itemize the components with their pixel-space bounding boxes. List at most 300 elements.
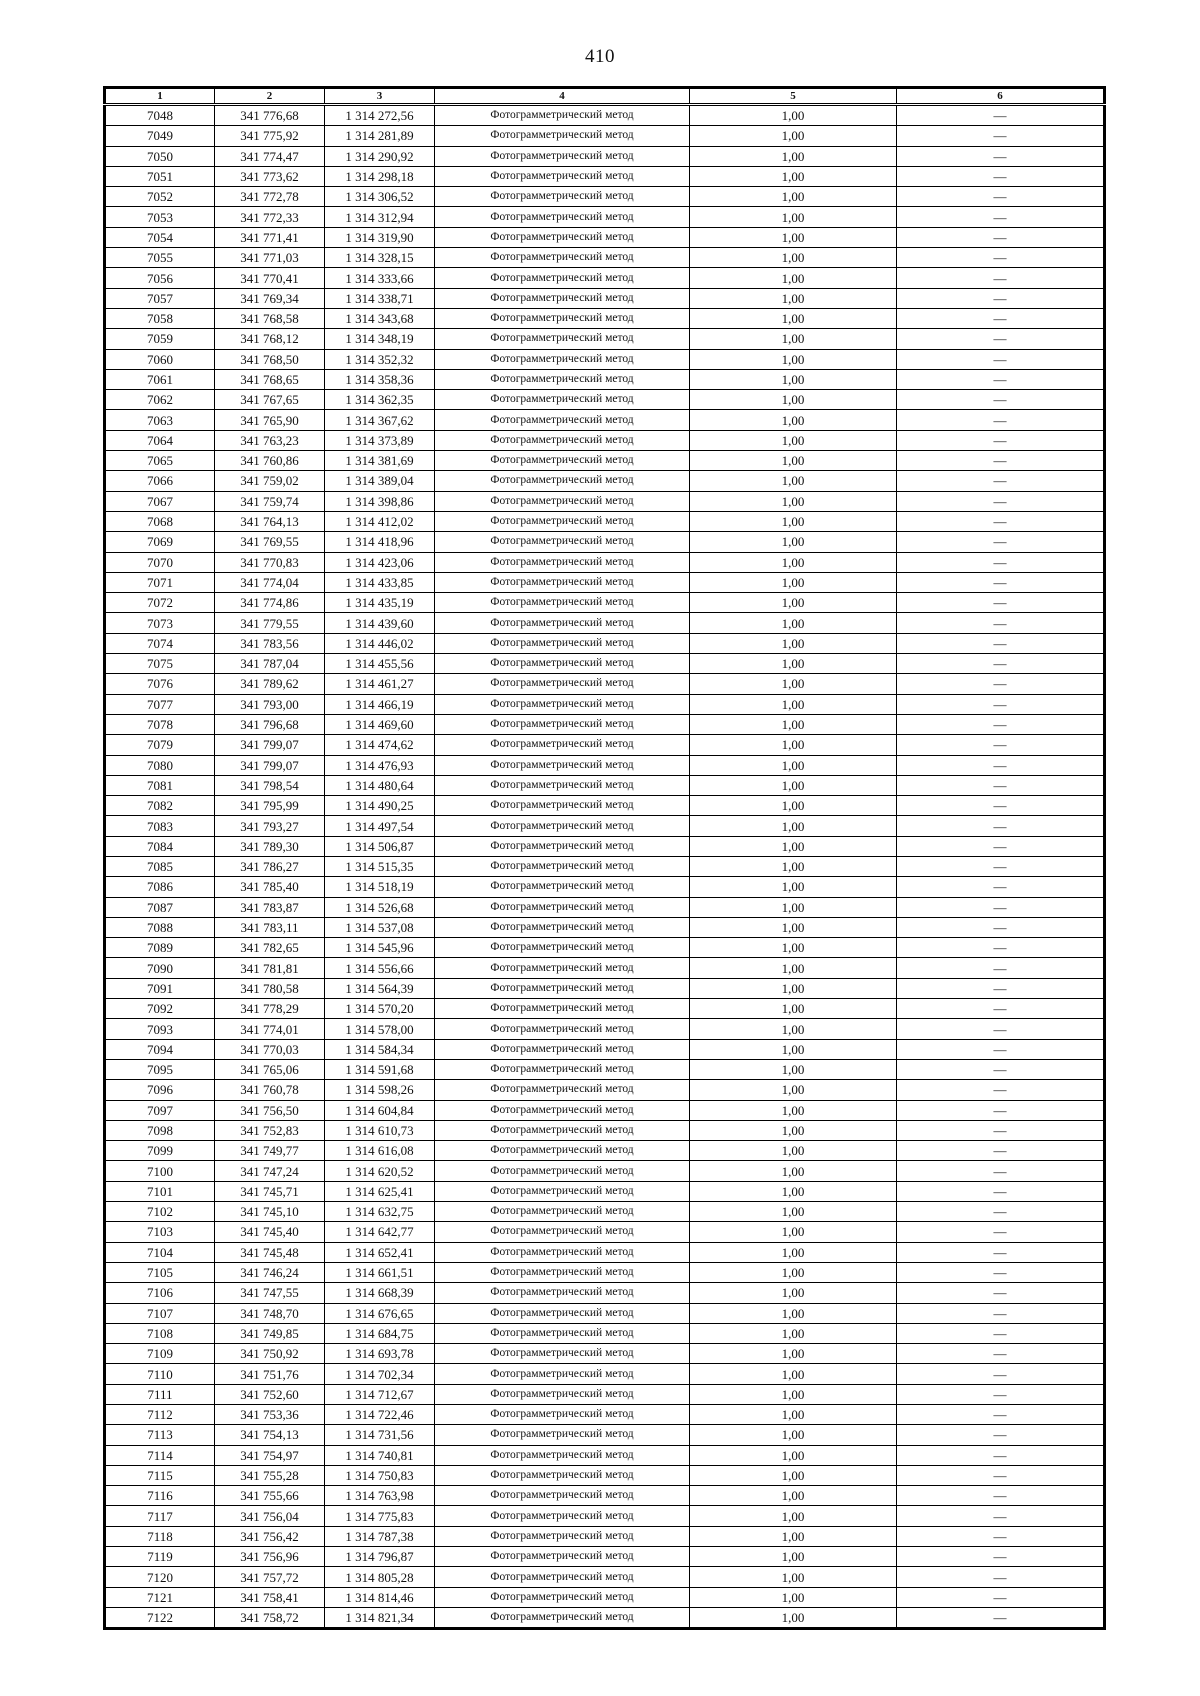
- table-row: [105, 735, 1105, 755]
- y-coordinate-cell: 1 314 433,85: [325, 572, 435, 592]
- x-coordinate-cell: 341 746,24: [215, 1262, 325, 1282]
- note-cell: —: [897, 1607, 1105, 1628]
- point-number-cell: 7112: [105, 1405, 215, 1425]
- y-coordinate-cell: 1 314 676,65: [325, 1303, 435, 1323]
- y-coordinate-cell: 1 314 439,60: [325, 613, 435, 633]
- x-coordinate-cell: 341 781,81: [215, 958, 325, 978]
- x-coordinate-cell: 341 768,58: [215, 308, 325, 328]
- method-cell: Фотограмметрический метод: [435, 1059, 690, 1079]
- table-row: [105, 1364, 1105, 1384]
- y-coordinate-cell: 1 314 412,02: [325, 511, 435, 531]
- x-coordinate-cell: 341 755,28: [215, 1465, 325, 1485]
- point-number-cell: 7055: [105, 248, 215, 268]
- point-number-cell: 7109: [105, 1344, 215, 1364]
- table-row: [105, 146, 1105, 166]
- point-number-cell: 7054: [105, 227, 215, 247]
- table-row: [105, 856, 1105, 876]
- table-row: [105, 288, 1105, 308]
- y-coordinate-cell: 1 314 367,62: [325, 410, 435, 430]
- note-cell: —: [897, 938, 1105, 958]
- note-cell: —: [897, 1323, 1105, 1343]
- y-coordinate-cell: 1 314 632,75: [325, 1202, 435, 1222]
- accuracy-cell: 1,00: [690, 1039, 897, 1059]
- x-coordinate-cell: 341 745,10: [215, 1202, 325, 1222]
- accuracy-cell: 1,00: [690, 735, 897, 755]
- accuracy-cell: 1,00: [690, 1100, 897, 1120]
- x-coordinate-cell: 341 752,60: [215, 1384, 325, 1404]
- note-cell: —: [897, 410, 1105, 430]
- point-number-cell: 7075: [105, 654, 215, 674]
- table-row: [105, 796, 1105, 816]
- x-coordinate-cell: 341 793,27: [215, 816, 325, 836]
- table-row: [105, 1222, 1105, 1242]
- method-cell: Фотограмметрический метод: [435, 1181, 690, 1201]
- point-number-cell: 7065: [105, 451, 215, 471]
- note-cell: —: [897, 329, 1105, 349]
- accuracy-cell: 1,00: [690, 1465, 897, 1485]
- x-coordinate-cell: 341 786,27: [215, 856, 325, 876]
- x-coordinate-cell: 341 760,78: [215, 1080, 325, 1100]
- note-cell: —: [897, 978, 1105, 998]
- accuracy-cell: 1,00: [690, 755, 897, 775]
- x-coordinate-cell: 341 759,02: [215, 471, 325, 491]
- point-number-cell: 7097: [105, 1100, 215, 1120]
- accuracy-cell: 1,00: [690, 1262, 897, 1282]
- table-row: [105, 126, 1105, 146]
- method-cell: Фотограмметрический метод: [435, 775, 690, 795]
- table-row: [105, 1059, 1105, 1079]
- method-cell: Фотограмметрический метод: [435, 471, 690, 491]
- accuracy-cell: 1,00: [690, 187, 897, 207]
- note-cell: —: [897, 633, 1105, 653]
- y-coordinate-cell: 1 314 381,69: [325, 451, 435, 471]
- table-row: [105, 633, 1105, 653]
- table-row: [105, 1120, 1105, 1140]
- accuracy-cell: 1,00: [690, 897, 897, 917]
- table-row: [105, 552, 1105, 572]
- accuracy-cell: 1,00: [690, 1425, 897, 1445]
- method-cell: Фотограмметрический метод: [435, 227, 690, 247]
- method-cell: Фотограмметрический метод: [435, 735, 690, 755]
- table-row: [105, 1506, 1105, 1526]
- note-cell: —: [897, 1283, 1105, 1303]
- y-coordinate-cell: 1 314 362,35: [325, 390, 435, 410]
- note-cell: —: [897, 511, 1105, 531]
- table-row: [105, 1181, 1105, 1201]
- y-coordinate-cell: 1 314 620,52: [325, 1161, 435, 1181]
- point-number-cell: 7058: [105, 308, 215, 328]
- table-row: [105, 1486, 1105, 1506]
- method-cell: Фотограмметрический метод: [435, 1080, 690, 1100]
- method-cell: Фотограмметрический метод: [435, 877, 690, 897]
- accuracy-cell: 1,00: [690, 613, 897, 633]
- note-cell: —: [897, 877, 1105, 897]
- table-row: [105, 1587, 1105, 1607]
- note-cell: —: [897, 1526, 1105, 1546]
- x-coordinate-cell: 341 799,07: [215, 755, 325, 775]
- accuracy-cell: 1,00: [690, 268, 897, 288]
- y-coordinate-cell: 1 314 490,25: [325, 796, 435, 816]
- accuracy-cell: 1,00: [690, 1364, 897, 1384]
- table-row: [105, 1262, 1105, 1282]
- y-coordinate-cell: 1 314 625,41: [325, 1181, 435, 1201]
- x-coordinate-cell: 341 778,29: [215, 999, 325, 1019]
- x-coordinate-cell: 341 751,76: [215, 1364, 325, 1384]
- point-number-cell: 7110: [105, 1364, 215, 1384]
- y-coordinate-cell: 1 314 272,56: [325, 105, 435, 126]
- y-coordinate-cell: 1 314 556,66: [325, 958, 435, 978]
- point-number-cell: 7085: [105, 856, 215, 876]
- y-coordinate-cell: 1 314 373,89: [325, 430, 435, 450]
- note-cell: —: [897, 1506, 1105, 1526]
- y-coordinate-cell: 1 314 497,54: [325, 816, 435, 836]
- accuracy-cell: 1,00: [690, 856, 897, 876]
- accuracy-cell: 1,00: [690, 105, 897, 126]
- point-number-cell: 7101: [105, 1181, 215, 1201]
- accuracy-cell: 1,00: [690, 633, 897, 653]
- y-coordinate-cell: 1 314 343,68: [325, 308, 435, 328]
- accuracy-cell: 1,00: [690, 207, 897, 227]
- x-coordinate-cell: 341 768,12: [215, 329, 325, 349]
- note-cell: —: [897, 796, 1105, 816]
- note-cell: —: [897, 1587, 1105, 1607]
- point-number-cell: 7087: [105, 897, 215, 917]
- method-cell: Фотограмметрический метод: [435, 1039, 690, 1059]
- y-coordinate-cell: 1 314 319,90: [325, 227, 435, 247]
- accuracy-cell: 1,00: [690, 1526, 897, 1546]
- table-row: [105, 978, 1105, 998]
- point-number-cell: 7072: [105, 593, 215, 613]
- y-coordinate-cell: 1 314 306,52: [325, 187, 435, 207]
- accuracy-cell: 1,00: [690, 532, 897, 552]
- note-cell: —: [897, 674, 1105, 694]
- x-coordinate-cell: 341 758,72: [215, 1607, 325, 1628]
- point-number-cell: 7057: [105, 288, 215, 308]
- note-cell: —: [897, 126, 1105, 146]
- x-coordinate-cell: 341 765,06: [215, 1059, 325, 1079]
- note-cell: —: [897, 856, 1105, 876]
- note-cell: —: [897, 755, 1105, 775]
- point-number-cell: 7077: [105, 694, 215, 714]
- table-row: [105, 1202, 1105, 1222]
- accuracy-cell: 1,00: [690, 552, 897, 572]
- column-header-5: 5: [690, 88, 897, 105]
- y-coordinate-cell: 1 314 652,41: [325, 1242, 435, 1262]
- accuracy-cell: 1,00: [690, 1059, 897, 1079]
- note-cell: —: [897, 552, 1105, 572]
- accuracy-cell: 1,00: [690, 126, 897, 146]
- y-coordinate-cell: 1 314 693,78: [325, 1344, 435, 1364]
- note-cell: —: [897, 654, 1105, 674]
- method-cell: Фотограмметрический метод: [435, 633, 690, 653]
- y-coordinate-cell: 1 314 545,96: [325, 938, 435, 958]
- x-coordinate-cell: 341 769,55: [215, 532, 325, 552]
- table-row: [105, 451, 1105, 471]
- table-row: [105, 877, 1105, 897]
- x-coordinate-cell: 341 783,87: [215, 897, 325, 917]
- x-coordinate-cell: 341 787,04: [215, 654, 325, 674]
- table-row: [105, 593, 1105, 613]
- method-cell: Фотограмметрический метод: [435, 1425, 690, 1445]
- note-cell: —: [897, 1465, 1105, 1485]
- accuracy-cell: 1,00: [690, 329, 897, 349]
- point-number-cell: 7099: [105, 1141, 215, 1161]
- method-cell: Фотограмметрический метод: [435, 796, 690, 816]
- x-coordinate-cell: 341 770,41: [215, 268, 325, 288]
- table-row: [105, 166, 1105, 186]
- note-cell: —: [897, 1303, 1105, 1323]
- x-coordinate-cell: 341 774,01: [215, 1019, 325, 1039]
- method-cell: Фотограмметрический метод: [435, 1019, 690, 1039]
- y-coordinate-cell: 1 314 591,68: [325, 1059, 435, 1079]
- method-cell: Фотограмметрический метод: [435, 248, 690, 268]
- accuracy-cell: 1,00: [690, 1486, 897, 1506]
- method-cell: Фотограмметрический метод: [435, 1344, 690, 1364]
- method-cell: Фотограмметрический метод: [435, 451, 690, 471]
- table-row: [105, 349, 1105, 369]
- point-number-cell: 7074: [105, 633, 215, 653]
- point-number-cell: 7119: [105, 1547, 215, 1567]
- y-coordinate-cell: 1 314 564,39: [325, 978, 435, 998]
- point-number-cell: 7084: [105, 836, 215, 856]
- column-header-3: 3: [325, 88, 435, 105]
- x-coordinate-cell: 341 770,83: [215, 552, 325, 572]
- table-row: [105, 248, 1105, 268]
- x-coordinate-cell: 341 767,65: [215, 390, 325, 410]
- note-cell: —: [897, 613, 1105, 633]
- y-coordinate-cell: 1 314 684,75: [325, 1323, 435, 1343]
- method-cell: Фотограмметрический метод: [435, 349, 690, 369]
- note-cell: —: [897, 593, 1105, 613]
- table-row: [105, 491, 1105, 511]
- point-number-cell: 7056: [105, 268, 215, 288]
- point-number-cell: 7118: [105, 1526, 215, 1546]
- accuracy-cell: 1,00: [690, 1587, 897, 1607]
- note-cell: —: [897, 1405, 1105, 1425]
- note-cell: —: [897, 1202, 1105, 1222]
- y-coordinate-cell: 1 314 328,15: [325, 248, 435, 268]
- column-header-1: 1: [105, 88, 215, 105]
- table-row: [105, 1567, 1105, 1587]
- table-row: [105, 187, 1105, 207]
- point-number-cell: 7067: [105, 491, 215, 511]
- y-coordinate-cell: 1 314 455,56: [325, 654, 435, 674]
- point-number-cell: 7080: [105, 755, 215, 775]
- table-row: [105, 532, 1105, 552]
- x-coordinate-cell: 341 755,66: [215, 1486, 325, 1506]
- note-cell: —: [897, 1425, 1105, 1445]
- method-cell: Фотограмметрический метод: [435, 390, 690, 410]
- table-row: [105, 714, 1105, 734]
- point-number-cell: 7069: [105, 532, 215, 552]
- accuracy-cell: 1,00: [690, 227, 897, 247]
- method-cell: Фотограмметрический метод: [435, 410, 690, 430]
- x-coordinate-cell: 341 768,50: [215, 349, 325, 369]
- note-cell: —: [897, 166, 1105, 186]
- table-row: [105, 430, 1105, 450]
- accuracy-cell: 1,00: [690, 1242, 897, 1262]
- page-number: 410: [585, 46, 615, 67]
- method-cell: Фотограмметрический метод: [435, 1364, 690, 1384]
- method-cell: Фотограмметрический метод: [435, 1100, 690, 1120]
- accuracy-cell: 1,00: [690, 166, 897, 186]
- note-cell: —: [897, 572, 1105, 592]
- point-number-cell: 7102: [105, 1202, 215, 1222]
- y-coordinate-cell: 1 314 570,20: [325, 999, 435, 1019]
- accuracy-cell: 1,00: [690, 572, 897, 592]
- x-coordinate-cell: 341 785,40: [215, 877, 325, 897]
- note-cell: —: [897, 532, 1105, 552]
- method-cell: Фотограмметрический метод: [435, 511, 690, 531]
- table-row: [105, 308, 1105, 328]
- method-cell: Фотограмметрический метод: [435, 572, 690, 592]
- accuracy-cell: 1,00: [690, 1344, 897, 1364]
- x-coordinate-cell: 341 771,41: [215, 227, 325, 247]
- table-row: [105, 227, 1105, 247]
- method-cell: Фотограмметрический метод: [435, 288, 690, 308]
- point-number-cell: 7062: [105, 390, 215, 410]
- accuracy-cell: 1,00: [690, 349, 897, 369]
- point-number-cell: 7068: [105, 511, 215, 531]
- note-cell: —: [897, 146, 1105, 166]
- point-number-cell: 7094: [105, 1039, 215, 1059]
- y-coordinate-cell: 1 314 814,46: [325, 1587, 435, 1607]
- method-cell: Фотограмметрический метод: [435, 674, 690, 694]
- column-header-2: 2: [215, 88, 325, 105]
- point-number-cell: 7083: [105, 816, 215, 836]
- point-number-cell: 7092: [105, 999, 215, 1019]
- point-number-cell: 7090: [105, 958, 215, 978]
- note-cell: —: [897, 268, 1105, 288]
- note-cell: —: [897, 288, 1105, 308]
- method-cell: Фотограмметрический метод: [435, 126, 690, 146]
- y-coordinate-cell: 1 314 298,18: [325, 166, 435, 186]
- x-coordinate-cell: 341 773,62: [215, 166, 325, 186]
- point-number-cell: 7103: [105, 1222, 215, 1242]
- note-cell: —: [897, 349, 1105, 369]
- y-coordinate-cell: 1 314 338,71: [325, 288, 435, 308]
- table-row: [105, 674, 1105, 694]
- x-coordinate-cell: 341 752,83: [215, 1120, 325, 1140]
- point-number-cell: 7061: [105, 369, 215, 389]
- accuracy-cell: 1,00: [690, 877, 897, 897]
- method-cell: Фотограмметрический метод: [435, 308, 690, 328]
- note-cell: —: [897, 1567, 1105, 1587]
- method-cell: Фотограмметрический метод: [435, 816, 690, 836]
- y-coordinate-cell: 1 314 763,98: [325, 1486, 435, 1506]
- accuracy-cell: 1,00: [690, 1445, 897, 1465]
- note-cell: —: [897, 308, 1105, 328]
- table-row: [105, 390, 1105, 410]
- accuracy-cell: 1,00: [690, 369, 897, 389]
- accuracy-cell: 1,00: [690, 1323, 897, 1343]
- x-coordinate-cell: 341 774,04: [215, 572, 325, 592]
- table-row: [105, 105, 1105, 126]
- point-number-cell: 7073: [105, 613, 215, 633]
- accuracy-cell: 1,00: [690, 593, 897, 613]
- point-number-cell: 7122: [105, 1607, 215, 1628]
- accuracy-cell: 1,00: [690, 308, 897, 328]
- method-cell: Фотограмметрический метод: [435, 1607, 690, 1628]
- point-number-cell: 7117: [105, 1506, 215, 1526]
- x-coordinate-cell: 341 796,68: [215, 714, 325, 734]
- method-cell: Фотограмметрический метод: [435, 369, 690, 389]
- accuracy-cell: 1,00: [690, 674, 897, 694]
- point-number-cell: 7114: [105, 1445, 215, 1465]
- accuracy-cell: 1,00: [690, 1161, 897, 1181]
- y-coordinate-cell: 1 314 358,36: [325, 369, 435, 389]
- note-cell: —: [897, 1364, 1105, 1384]
- point-number-cell: 7088: [105, 917, 215, 937]
- y-coordinate-cell: 1 314 526,68: [325, 897, 435, 917]
- y-coordinate-cell: 1 314 515,35: [325, 856, 435, 876]
- accuracy-cell: 1,00: [690, 1607, 897, 1628]
- table-row: [105, 1445, 1105, 1465]
- note-cell: —: [897, 1059, 1105, 1079]
- point-number-cell: 7082: [105, 796, 215, 816]
- y-coordinate-cell: 1 314 446,02: [325, 633, 435, 653]
- x-coordinate-cell: 341 748,70: [215, 1303, 325, 1323]
- note-cell: —: [897, 1019, 1105, 1039]
- x-coordinate-cell: 341 793,00: [215, 694, 325, 714]
- point-number-cell: 7078: [105, 714, 215, 734]
- point-number-cell: 7081: [105, 775, 215, 795]
- x-coordinate-cell: 341 783,11: [215, 917, 325, 937]
- table-row: [105, 1161, 1105, 1181]
- y-coordinate-cell: 1 314 740,81: [325, 1445, 435, 1465]
- accuracy-cell: 1,00: [690, 1120, 897, 1140]
- accuracy-cell: 1,00: [690, 1019, 897, 1039]
- method-cell: Фотограмметрический метод: [435, 1567, 690, 1587]
- table-row: [105, 511, 1105, 531]
- point-number-cell: 7076: [105, 674, 215, 694]
- point-number-cell: 7113: [105, 1425, 215, 1445]
- y-coordinate-cell: 1 314 537,08: [325, 917, 435, 937]
- point-number-cell: 7091: [105, 978, 215, 998]
- method-cell: Фотограмметрический метод: [435, 166, 690, 186]
- x-coordinate-cell: 341 798,54: [215, 775, 325, 795]
- accuracy-cell: 1,00: [690, 978, 897, 998]
- accuracy-cell: 1,00: [690, 1141, 897, 1161]
- y-coordinate-cell: 1 314 469,60: [325, 714, 435, 734]
- accuracy-cell: 1,00: [690, 1080, 897, 1100]
- x-coordinate-cell: 341 776,68: [215, 105, 325, 126]
- accuracy-cell: 1,00: [690, 1405, 897, 1425]
- method-cell: Фотограмметрический метод: [435, 430, 690, 450]
- point-number-cell: 7060: [105, 349, 215, 369]
- method-cell: Фотограмметрический метод: [435, 1445, 690, 1465]
- note-cell: —: [897, 430, 1105, 450]
- note-cell: —: [897, 999, 1105, 1019]
- method-cell: Фотограмметрический метод: [435, 1283, 690, 1303]
- note-cell: —: [897, 1181, 1105, 1201]
- x-coordinate-cell: 341 764,13: [215, 511, 325, 531]
- y-coordinate-cell: 1 314 805,28: [325, 1567, 435, 1587]
- x-coordinate-cell: 341 760,86: [215, 451, 325, 471]
- point-number-cell: 7070: [105, 552, 215, 572]
- note-cell: —: [897, 775, 1105, 795]
- x-coordinate-cell: 341 783,56: [215, 633, 325, 653]
- point-number-cell: 7059: [105, 329, 215, 349]
- point-number-cell: 7115: [105, 1465, 215, 1485]
- method-cell: Фотограмметрический метод: [435, 1303, 690, 1323]
- y-coordinate-cell: 1 314 352,32: [325, 349, 435, 369]
- table-row: [105, 1080, 1105, 1100]
- accuracy-cell: 1,00: [690, 958, 897, 978]
- table-row: [105, 1547, 1105, 1567]
- accuracy-cell: 1,00: [690, 1202, 897, 1222]
- accuracy-cell: 1,00: [690, 917, 897, 937]
